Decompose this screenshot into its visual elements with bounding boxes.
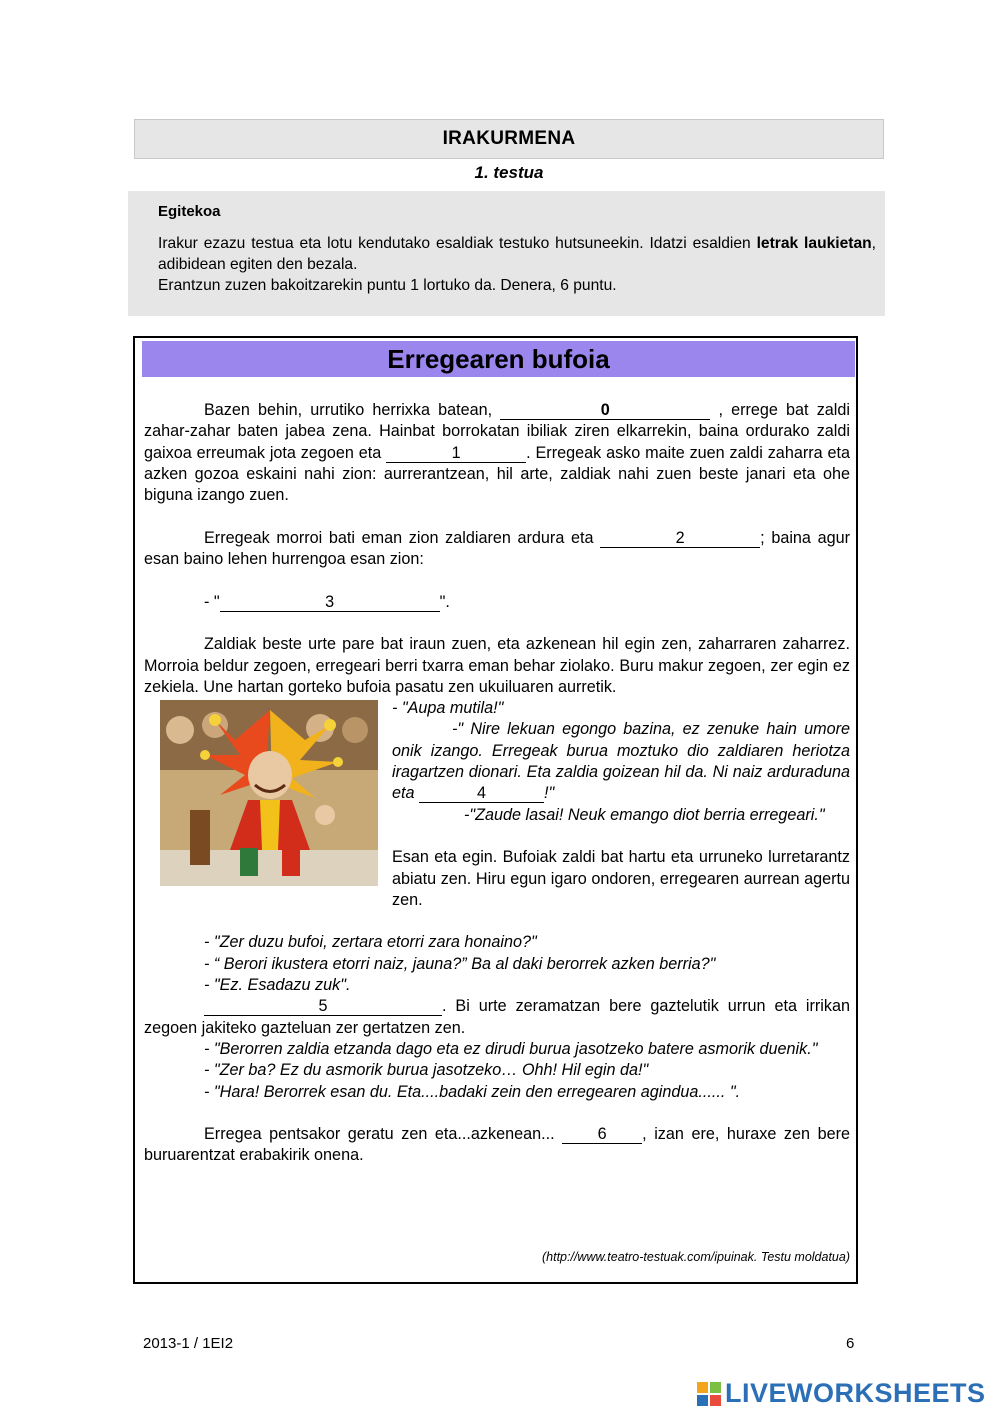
- dialogue-1: - "Aupa mutila!": [392, 699, 504, 718]
- liveworksheets-logo[interactable]: [697, 1378, 986, 1409]
- jester-image: [160, 700, 378, 886]
- task-instructions: [158, 233, 876, 296]
- dialogue-9: - "Hara! Berorrek esan du. Eta....badaki zein den erregearen agindua...... ".: [204, 1082, 741, 1101]
- text: , errege bat zaldi zahar-zahar baten jabea zena. Hainbat borrokatan ibiliak ziren elkarrekin, baina ordurako zaldi gaixoa erreumak jota zegoen eta: [144, 401, 850, 462]
- task-text-bold: letrak laukietan: [756, 235, 872, 252]
- dialogue-3: -"Zaude lasai! Neuk emango diot berria erregeari.": [464, 805, 825, 824]
- logo-icon: [697, 1382, 721, 1406]
- dialogue-5: - “ Berori ikustera etorri naiz, jauna?” Ba al daki berorrek azken berria?": [204, 954, 716, 973]
- paragraph-7: [144, 1124, 850, 1167]
- text: Erregeak morroi bati eman zion zaldiaren ardura eta: [204, 528, 601, 547]
- text: . Bi urte zeramatzan bere gaztelutik urrun eta irrikan zegoen jakiteko gazteluan zer gertatzen zen.: [144, 997, 850, 1037]
- footer-code: 2013-1 / 1EI2: [143, 1335, 234, 1352]
- text: ".: [439, 592, 450, 611]
- paragraph-1: [144, 400, 850, 506]
- task-box: [128, 191, 885, 316]
- task-text: Irakur ezazu testua eta lotu kendutako esaldiak testuko hutsuneekin. Idatzi esaldien: [158, 235, 757, 252]
- story-title-bar: [142, 341, 855, 377]
- story-box: [133, 336, 858, 1284]
- dialogue-7: - "Berorren zaldia etzanda dago eta ez dirudi burua jasotzeko batere asmorik duenik.": [204, 1039, 818, 1058]
- text: -" Nire lekuan egongo bazina, ez zenuke hain umore onik izango. Erregeak burua moztuko dio zaldiaren heriotza iragartzen dionari. Eta zaldia goizean hil da. Ni naiz arduraduna eta: [392, 720, 850, 803]
- paragraph-2: [144, 528, 850, 571]
- answer-blank-5[interactable]: 5: [204, 998, 442, 1016]
- task-title: Egitekoa: [158, 203, 221, 220]
- paragraph-3: [144, 592, 850, 613]
- task-scoring: Erantzun zuzen bakoitzarekin puntu 1 lortuko da. Denera, 6 puntu.: [158, 277, 617, 294]
- answer-blank-0[interactable]: 0: [500, 402, 710, 420]
- answer-blank-1[interactable]: 1: [386, 445, 526, 463]
- dialogue-6: - "Ez. Esadazu zuk".: [204, 976, 351, 995]
- logo-text: LIVEWORKSHEETS: [725, 1378, 986, 1408]
- paragraph-5: Esan eta egin. Bufoiak zaldi bat hartu eta urruneko lurretarantz abiatu zen. Hiru egun igaro ondoren, erregearen aurrean agertu zen.: [392, 848, 850, 909]
- text: , izan ere, huraxe zen bere buruarentzat erabakirik onena.: [144, 1125, 850, 1165]
- section-title: IRAKURMENA: [442, 128, 576, 149]
- text: !": [544, 784, 555, 803]
- section-header: [134, 119, 884, 159]
- answer-blank-4[interactable]: 4: [419, 785, 544, 803]
- answer-blank-2[interactable]: 2: [600, 530, 760, 548]
- dialogue-8: - "Zer ba? Ez du asmorik burua jasotzeko… Ohh! Hil egin da!": [204, 1061, 649, 1080]
- answer-blank-6[interactable]: 6: [562, 1126, 642, 1144]
- dialogue-4: - "Zer duzu bufoi, zertara etorri zara honaino?": [204, 933, 537, 952]
- source-citation: (http://www.teatro-testuak.com/ipuinak. Testu moldatua): [541, 1250, 850, 1264]
- text: - ": [204, 592, 220, 611]
- text-subtitle: 1. testua: [474, 163, 544, 182]
- paragraph-6: [144, 996, 850, 1039]
- paragraph-4: Zaldiak beste urte pare bat iraun zuen, eta azkenean hil egin zen, zaharraren zaharrez. Morroia beldur zegoen, erregeari berri txarra eman behar ziolako. Buru makur zegoen, zer egin ez zekiela. Une hartan gorteko bufoia pasatu zen ukuiluaren aurretik.: [144, 635, 850, 696]
- story-title: Erregearen bufoia: [387, 343, 610, 374]
- text: . Erregeak asko maite zuen zaldi zaharra eta azken gozoa eskaini nahi zion: aurrerantzean, hil arte, zaldiak nahi zuen beste janari eta ohe biguna izango zuen.: [144, 443, 850, 505]
- answer-blank-3[interactable]: 3: [220, 594, 440, 612]
- text: ; baina agur esan baino lehen hurrengoa esan zion:: [144, 528, 850, 569]
- page-number: 6: [846, 1335, 855, 1352]
- task-text: , adibidean egiten den bezala.: [158, 235, 877, 273]
- story-text: [144, 400, 850, 1167]
- text: Bazen behin, urrutiko herrixka batean,: [204, 401, 501, 419]
- text: Erregea pentsakor geratu zen eta...azkenean...: [204, 1125, 563, 1144]
